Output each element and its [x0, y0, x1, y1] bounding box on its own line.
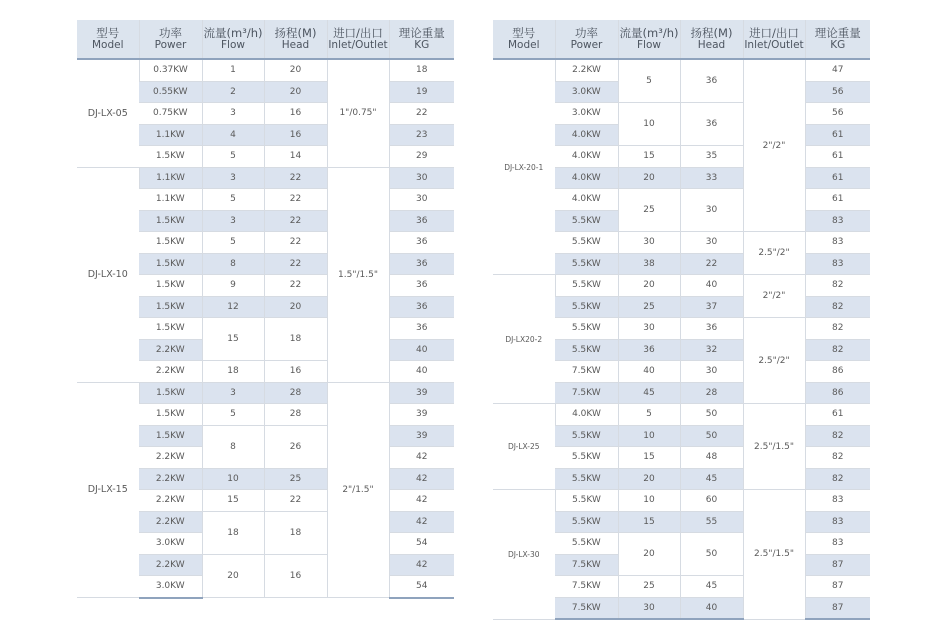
weight-cell: 39 — [389, 404, 454, 426]
pump-spec-table-left — [77, 20, 454, 599]
flow-cell: 38 — [618, 253, 680, 275]
power-cell: 4.0KW — [555, 189, 618, 211]
flow-cell: 30 — [618, 597, 680, 619]
flow-cell: 5 — [202, 404, 264, 426]
flow-cell: 20 — [618, 468, 680, 490]
power-cell: 1.5KW — [139, 425, 202, 447]
head-cell: 22 — [264, 232, 327, 254]
power-cell: 7.5KW — [555, 382, 618, 404]
head-cell: 30 — [680, 361, 743, 383]
weight-cell: 61 — [805, 146, 870, 168]
table-header-row — [77, 20, 454, 59]
flow-cell: 3 — [202, 210, 264, 232]
power-cell: 2.2KW — [139, 490, 202, 512]
power-cell: 7.5KW — [555, 554, 618, 576]
flow-cell: 5 — [618, 404, 680, 426]
power-cell: 5.5KW — [555, 210, 618, 232]
head-cell: 30 — [680, 189, 743, 232]
power-cell: 5.5KW — [555, 447, 618, 469]
inlet-outlet-cell: 2"/2" — [743, 275, 805, 318]
inlet-outlet-cell: 1"/0.75" — [327, 59, 389, 167]
flow-cell: 10 — [618, 425, 680, 447]
weight-cell: 42 — [389, 468, 454, 490]
power-cell: 2.2KW — [555, 59, 618, 81]
weight-cell: 61 — [805, 167, 870, 189]
weight-cell: 82 — [805, 468, 870, 490]
head-cell: 28 — [264, 382, 327, 404]
model-cell: DJ-LX-30 — [493, 490, 555, 620]
model-cell: DJ-LX-10 — [77, 167, 139, 382]
power-cell: 1.1KW — [139, 167, 202, 189]
head-cell: 22 — [264, 167, 327, 189]
power-cell: 1.5KW — [139, 232, 202, 254]
weight-cell: 82 — [805, 275, 870, 297]
header-head: 扬程(M) Head — [680, 20, 743, 59]
head-cell: 45 — [680, 576, 743, 598]
weight-cell: 87 — [805, 554, 870, 576]
power-cell: 1.5KW — [139, 210, 202, 232]
weight-cell: 19 — [389, 81, 454, 103]
flow-cell: 30 — [618, 232, 680, 254]
flow-cell: 2 — [202, 81, 264, 103]
head-cell: 20 — [264, 59, 327, 81]
power-cell: 0.55KW — [139, 81, 202, 103]
flow-cell: 18 — [202, 361, 264, 383]
weight-cell: 86 — [805, 382, 870, 404]
flow-cell: 25 — [618, 576, 680, 598]
table-row — [77, 59, 454, 81]
power-cell: 1.5KW — [139, 146, 202, 168]
model-cell: DJ-LX-20-1 — [493, 59, 555, 275]
power-cell: 2.2KW — [139, 339, 202, 361]
weight-cell: 36 — [389, 232, 454, 254]
flow-cell: 20 — [202, 554, 264, 598]
flow-cell: 15 — [618, 447, 680, 469]
head-cell: 36 — [680, 318, 743, 340]
weight-cell: 82 — [805, 296, 870, 318]
flow-cell: 10 — [618, 490, 680, 512]
header-head: 扬程(M) Head — [264, 20, 327, 59]
power-cell: 5.5KW — [555, 533, 618, 555]
head-cell: 22 — [680, 253, 743, 275]
power-cell: 4.0KW — [555, 146, 618, 168]
head-cell: 14 — [264, 146, 327, 168]
weight-cell: 42 — [389, 554, 454, 576]
flow-cell: 3 — [202, 167, 264, 189]
weight-cell: 87 — [805, 597, 870, 619]
header-flow: 流量(m³/h) Flow — [202, 20, 264, 59]
weight-cell: 82 — [805, 425, 870, 447]
power-cell: 1.5KW — [139, 318, 202, 340]
power-cell: 5.5KW — [555, 318, 618, 340]
power-cell: 5.5KW — [555, 296, 618, 318]
head-cell: 25 — [264, 468, 327, 490]
weight-cell: 42 — [389, 447, 454, 469]
head-cell: 60 — [680, 490, 743, 512]
power-cell: 5.5KW — [555, 511, 618, 533]
weight-cell: 82 — [805, 318, 870, 340]
weight-cell: 61 — [805, 189, 870, 211]
weight-cell: 83 — [805, 232, 870, 254]
weight-cell: 83 — [805, 253, 870, 275]
weight-cell: 83 — [805, 490, 870, 512]
power-cell: 1.5KW — [139, 404, 202, 426]
weight-cell: 86 — [805, 361, 870, 383]
weight-cell: 23 — [389, 124, 454, 146]
power-cell: 5.5KW — [555, 468, 618, 490]
flow-cell: 5 — [202, 189, 264, 211]
head-cell: 28 — [264, 404, 327, 426]
flow-cell: 25 — [618, 189, 680, 232]
table-row — [77, 167, 454, 189]
table-row — [493, 404, 870, 426]
head-cell: 22 — [264, 189, 327, 211]
head-cell: 20 — [264, 296, 327, 318]
table-row — [493, 59, 870, 81]
flow-cell: 20 — [618, 275, 680, 297]
header-model: 型号 Model — [77, 20, 139, 59]
flow-cell: 25 — [618, 296, 680, 318]
power-cell: 1.1KW — [139, 189, 202, 211]
weight-cell: 82 — [805, 339, 870, 361]
weight-cell: 82 — [805, 447, 870, 469]
head-cell: 22 — [264, 275, 327, 297]
weight-cell: 42 — [389, 490, 454, 512]
model-cell: DJ-LX20-2 — [493, 275, 555, 404]
flow-cell: 15 — [618, 146, 680, 168]
weight-cell: 40 — [389, 339, 454, 361]
header-power: 功率 Power — [555, 20, 618, 59]
head-cell: 55 — [680, 511, 743, 533]
weight-cell: 61 — [805, 404, 870, 426]
power-cell: 1.1KW — [139, 124, 202, 146]
flow-cell: 36 — [618, 339, 680, 361]
power-cell: 5.5KW — [555, 490, 618, 512]
head-cell: 16 — [264, 554, 327, 598]
head-cell: 33 — [680, 167, 743, 189]
power-cell: 3.0KW — [139, 576, 202, 598]
power-cell: 5.5KW — [555, 232, 618, 254]
inlet-outlet-cell: 2"/2" — [743, 59, 805, 232]
flow-cell: 45 — [618, 382, 680, 404]
head-cell: 20 — [264, 81, 327, 103]
inlet-outlet-cell: 2.5"/2" — [743, 318, 805, 404]
head-cell: 45 — [680, 468, 743, 490]
flow-cell: 12 — [202, 296, 264, 318]
flow-cell: 4 — [202, 124, 264, 146]
power-cell: 0.37KW — [139, 59, 202, 81]
header-inlet-outlet: 进口/出口 Inlet/Outlet — [743, 20, 805, 59]
flow-cell: 5 — [202, 232, 264, 254]
weight-cell: 56 — [805, 103, 870, 125]
flow-cell: 15 — [202, 490, 264, 512]
flow-cell: 10 — [618, 103, 680, 146]
power-cell: 7.5KW — [555, 597, 618, 619]
power-cell: 2.2KW — [139, 511, 202, 533]
inlet-outlet-cell: 2.5"/2" — [743, 232, 805, 275]
model-cell: DJ-LX-15 — [77, 382, 139, 598]
head-cell: 22 — [264, 210, 327, 232]
head-cell: 16 — [264, 361, 327, 383]
flow-cell: 15 — [618, 511, 680, 533]
header-inlet-outlet: 进口/出口 Inlet/Outlet — [327, 20, 389, 59]
flow-cell: 9 — [202, 275, 264, 297]
weight-cell: 40 — [389, 361, 454, 383]
weight-cell: 36 — [389, 253, 454, 275]
head-cell: 40 — [680, 597, 743, 619]
weight-cell: 42 — [389, 511, 454, 533]
inlet-outlet-cell: 2.5"/1.5" — [743, 490, 805, 620]
power-cell: 1.5KW — [139, 382, 202, 404]
power-cell: 5.5KW — [555, 253, 618, 275]
weight-cell: 18 — [389, 59, 454, 81]
model-cell: DJ-LX-25 — [493, 404, 555, 490]
head-cell: 16 — [264, 124, 327, 146]
head-cell: 26 — [264, 425, 327, 468]
weight-cell: 83 — [805, 533, 870, 555]
power-cell: 5.5KW — [555, 339, 618, 361]
head-cell: 16 — [264, 103, 327, 125]
weight-cell: 47 — [805, 59, 870, 81]
flow-cell: 20 — [618, 533, 680, 576]
flow-cell: 8 — [202, 253, 264, 275]
weight-cell: 56 — [805, 81, 870, 103]
weight-cell: 29 — [389, 146, 454, 168]
model-cell: DJ-LX-05 — [77, 59, 139, 167]
weight-cell: 83 — [805, 511, 870, 533]
weight-cell: 54 — [389, 533, 454, 555]
weight-cell: 61 — [805, 124, 870, 146]
inlet-outlet-cell: 1.5"/1.5" — [327, 167, 389, 382]
weight-cell: 36 — [389, 210, 454, 232]
pump-spec-table-right — [493, 20, 870, 620]
weight-cell: 83 — [805, 210, 870, 232]
flow-cell: 18 — [202, 511, 264, 554]
flow-cell: 40 — [618, 361, 680, 383]
weight-cell: 36 — [389, 296, 454, 318]
head-cell: 36 — [680, 59, 743, 103]
flow-cell: 10 — [202, 468, 264, 490]
power-cell: 4.0KW — [555, 167, 618, 189]
head-cell: 28 — [680, 382, 743, 404]
head-cell: 48 — [680, 447, 743, 469]
header-weight: 理论重量 KG — [389, 20, 454, 59]
power-cell: 1.5KW — [139, 296, 202, 318]
flow-cell: 15 — [202, 318, 264, 361]
flow-cell: 1 — [202, 59, 264, 81]
power-cell: 2.2KW — [139, 361, 202, 383]
weight-cell: 36 — [389, 318, 454, 340]
power-cell: 4.0KW — [555, 404, 618, 426]
header-model: 型号 Model — [493, 20, 555, 59]
head-cell: 50 — [680, 404, 743, 426]
weight-cell: 39 — [389, 382, 454, 404]
power-cell: 3.0KW — [139, 533, 202, 555]
head-cell: 37 — [680, 296, 743, 318]
inlet-outlet-cell: 2.5"/1.5" — [743, 404, 805, 490]
weight-cell: 22 — [389, 103, 454, 125]
head-cell: 22 — [264, 253, 327, 275]
header-weight: 理论重量 KG — [805, 20, 870, 59]
weight-cell: 87 — [805, 576, 870, 598]
power-cell: 5.5KW — [555, 275, 618, 297]
power-cell: 1.5KW — [139, 253, 202, 275]
table-row — [77, 382, 454, 404]
power-cell: 3.0KW — [555, 103, 618, 125]
flow-cell: 3 — [202, 103, 264, 125]
power-cell: 1.5KW — [139, 275, 202, 297]
head-cell: 50 — [680, 533, 743, 576]
head-cell: 50 — [680, 425, 743, 447]
flow-cell: 30 — [618, 318, 680, 340]
weight-cell: 30 — [389, 189, 454, 211]
weight-cell: 36 — [389, 275, 454, 297]
table-row — [493, 275, 870, 297]
head-cell: 18 — [264, 318, 327, 361]
head-cell: 30 — [680, 232, 743, 254]
header-power: 功率 Power — [139, 20, 202, 59]
power-cell: 2.2KW — [139, 447, 202, 469]
power-cell: 4.0KW — [555, 124, 618, 146]
power-cell: 5.5KW — [555, 425, 618, 447]
power-cell: 0.75KW — [139, 103, 202, 125]
power-cell: 2.2KW — [139, 468, 202, 490]
flow-cell: 20 — [618, 167, 680, 189]
flow-cell: 8 — [202, 425, 264, 468]
flow-cell: 3 — [202, 382, 264, 404]
head-cell: 36 — [680, 103, 743, 146]
head-cell: 32 — [680, 339, 743, 361]
weight-cell: 39 — [389, 425, 454, 447]
flow-cell: 5 — [618, 59, 680, 103]
inlet-outlet-cell: 2"/1.5" — [327, 382, 389, 598]
head-cell: 18 — [264, 511, 327, 554]
power-cell: 7.5KW — [555, 361, 618, 383]
weight-cell: 30 — [389, 167, 454, 189]
power-cell: 3.0KW — [555, 81, 618, 103]
header-flow: 流量(m³/h) Flow — [618, 20, 680, 59]
weight-cell: 54 — [389, 576, 454, 598]
power-cell: 7.5KW — [555, 576, 618, 598]
flow-cell: 5 — [202, 146, 264, 168]
head-cell: 22 — [264, 490, 327, 512]
table-header-row — [493, 20, 870, 59]
head-cell: 40 — [680, 275, 743, 297]
table-row — [493, 490, 870, 512]
power-cell: 2.2KW — [139, 554, 202, 576]
head-cell: 35 — [680, 146, 743, 168]
